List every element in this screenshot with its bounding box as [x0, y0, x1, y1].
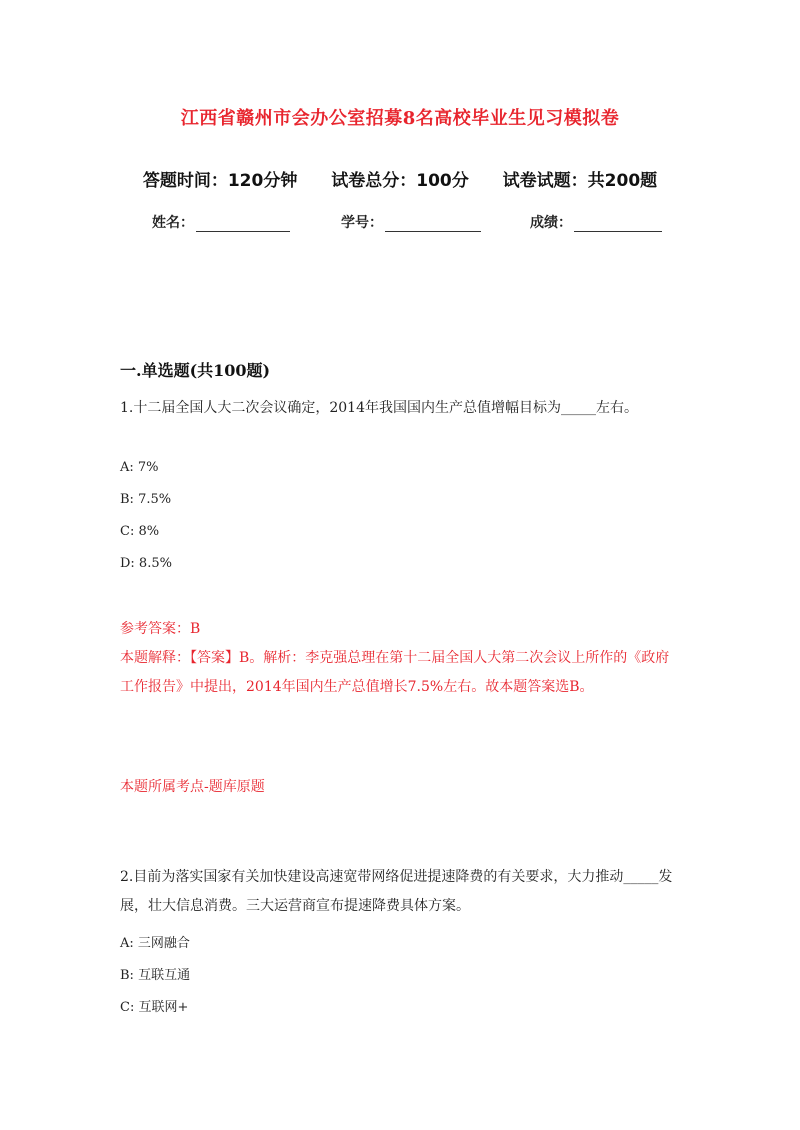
name-field [152, 212, 290, 232]
question-1-option-b: B: 7.5% [120, 492, 172, 507]
student-id-field [341, 212, 481, 232]
question-1-source: 本题所属考点-题库原题 [120, 779, 265, 795]
name-blank [196, 215, 290, 232]
question-2-option-a: A: 三网融合 [120, 936, 190, 951]
question-2-option-c: C: 互联网+ [120, 1000, 189, 1015]
exam-total-score: 试卷总分：100分 [331, 171, 469, 191]
grade-blank [574, 215, 662, 232]
name-label: 姓名： [152, 215, 194, 231]
question-1-option-a: A: 7% [120, 460, 159, 475]
exam-meta [0, 166, 800, 191]
exam-time: 答题时间：120分钟 [142, 171, 298, 191]
student-id-label: 学号： [341, 215, 383, 231]
question-2-option-b: B: 互联互通 [120, 968, 191, 983]
exam-title: 江西省赣州市会办公室招募8名高校毕业生见习模拟卷 [180, 108, 620, 129]
section-heading: 一.单选题(共100题) [120, 361, 271, 380]
question-2-stem: 2.目前为落实国家有关加快建设高速宽带网络促进提速降费的有关要求，大力推动_____发展，壮大信息消费。三大运营商宣布提速降费具体方案。 [120, 869, 673, 914]
question-1-option-d: D: 8.5% [120, 556, 172, 571]
question-1-stem: 1.十二届全国人大二次会议确定，2014年我国国内生产总值增幅目标为_____左右。 [120, 400, 638, 416]
grade-field [530, 212, 662, 232]
exam-question-count: 试卷试题：共200题 [502, 171, 658, 191]
grade-label: 成绩： [530, 215, 572, 231]
student-id-blank [385, 215, 481, 232]
question-1-answer: 参考答案：B [120, 621, 201, 637]
question-1-explanation: 本题解释：【答案】B。解析：李克强总理在第十二届全国人大第二次会议上所作的《政府工作报告》中提出，2014年国内生产总值增长7.5%左右。故本题答案选B。 [120, 650, 670, 695]
question-1-option-c: C: 8% [120, 524, 160, 539]
